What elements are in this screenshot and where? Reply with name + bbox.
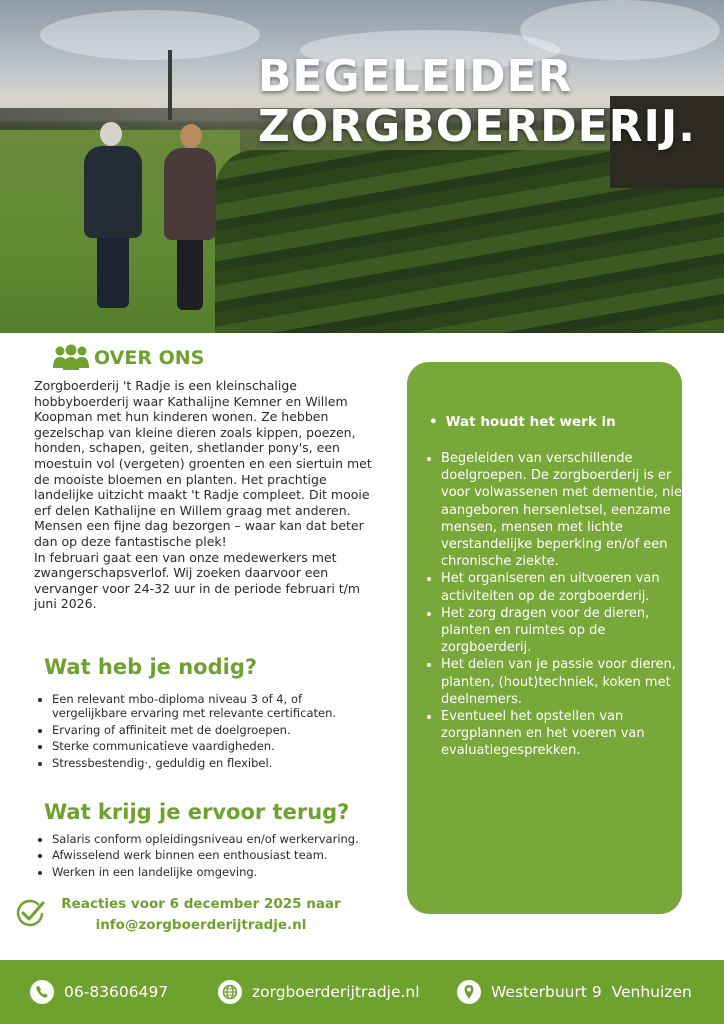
list-item: • Het delen van je passie voor dieren, planten, (hout)techniek, koken met deelnemers. <box>441 656 693 708</box>
werk-heading: • Wat houdt het werk in <box>429 414 616 430</box>
footer-address[interactable] <box>457 960 692 1024</box>
phone-icon <box>30 980 54 1004</box>
title-line-1: BEGELEIDER <box>257 51 573 102</box>
list-item: • Een relevant mbo-diploma niveau 3 of 4, of vergelijkbare ervaring met relevante certificaten. <box>52 692 352 721</box>
footer-phone[interactable] <box>30 960 168 1024</box>
hero-photo <box>0 0 724 333</box>
person-figure <box>84 122 142 308</box>
list-item: • Het organiseren en uitvoeren van activiteiten op de zorgboerderij. <box>441 570 693 604</box>
title-line-2: ZORGBOERDERIJ. <box>257 101 696 152</box>
benefits-list <box>36 832 402 881</box>
over-ons-heading <box>52 344 204 372</box>
list-item: • Begeleiden van verschillende doelgroepen. De zorgboerderij is er voor volwassenen met dementie, niet-aangeboren hersenletsel, eenzame mensen, mensen met lichte verstandelijke beperking en/of een chronische ziekte. <box>441 450 693 570</box>
list-item: • Eventueel het opstellen van zorgplannen en het voeren van evaluatiegesprekken. <box>441 708 693 760</box>
werk-list <box>425 450 693 760</box>
reactie-block <box>56 894 346 936</box>
list-item: • Afwisselend werk binnen een enthousiast team. <box>52 848 402 862</box>
section-heading: OVER ONS <box>94 347 205 369</box>
intro-paragraph: Zorgboerderij 't Radje is een kleinschalige hobbyboerderij waar Kathalijne Kemner en Willem Koopman met hun kinderen wonen. Ze hebben gezelschap van kleine dieren zoals kippen, poezen, honden, schapen, geiten, shetlander pony's, een moestuin vol (vergeten) groenten en een siertuin met de mooiste bloemen en planten. Het prachtige landelijke uitzicht maakt 't Radje compleet. Dit mooie erf delen Kathalijne en Willem graag met anderen. Mensen een fijne dag bezorgen – waar kan dat beter dan op deze fantastische plek! <box>34 378 372 549</box>
footer-website[interactable] <box>218 960 420 1024</box>
requirements-list <box>36 692 352 772</box>
intro-text <box>34 378 384 612</box>
checkmark-circle-icon <box>14 898 46 928</box>
location-pin-icon <box>457 980 481 1004</box>
werk-card <box>407 362 692 914</box>
page-title <box>258 52 696 152</box>
website-link: zorgboerderijtradje.nl <box>252 983 420 1001</box>
footer-bar <box>0 960 724 1024</box>
intro-paragraph: In februari gaat een van onze medewerkers met zwangerschapsverlof. Wij zoeken daarvoor een vervanger voor 24-32 uur in de periode februari t/m juni 2026. <box>34 549 361 612</box>
list-item: • Werken in een landelijke omgeving. <box>52 865 402 879</box>
reactie-email-link[interactable]: info@zorgboerderijtradje.nl <box>95 917 307 933</box>
list-item: • Sterke communicatieve vaardigheden. <box>52 739 352 753</box>
phone-number: 06-83606497 <box>64 983 169 1001</box>
terug-heading: Wat krijg je ervoor terug? <box>44 800 350 824</box>
address-text: Westerbuurt 9 Venhuizen <box>491 983 692 1001</box>
nodig-heading: Wat heb je nodig? <box>44 655 258 679</box>
list-item: • Stressbestendig·, geduldig en flexibel. <box>52 756 352 770</box>
list-item: • Het zorg dragen voor de dieren, planten en ruimtes op de zorgboerderij. <box>441 605 693 657</box>
people-group-icon <box>52 344 90 372</box>
reactie-deadline: Reacties voor 6 december 2025 naar <box>61 896 341 912</box>
list-item: • Ervaring of affiniteit met de doelgroepen. <box>52 723 352 737</box>
globe-icon <box>218 980 242 1004</box>
person-figure <box>164 124 216 310</box>
list-item: • Salaris conform opleidingsniveau en/of werkervaring. <box>52 832 402 846</box>
